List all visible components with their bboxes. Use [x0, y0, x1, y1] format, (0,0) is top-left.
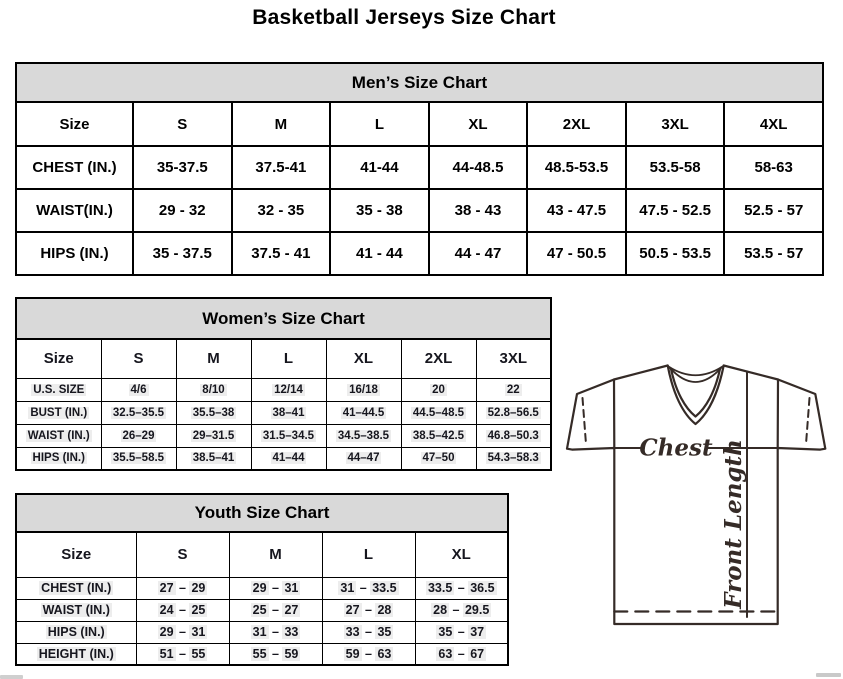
size-cell: 58-63: [724, 146, 823, 189]
size-cell: 35.5–58.5: [101, 447, 176, 470]
mens-table: [15, 101, 824, 276]
size-cell: 27 – 29: [136, 577, 229, 599]
header-row: [16, 102, 823, 146]
size-cell: 26–29: [101, 424, 176, 447]
column-header: XL: [429, 102, 528, 146]
youth-size-chart: [15, 493, 509, 666]
column-header: 2XL: [527, 102, 626, 146]
column-header: M: [232, 102, 331, 146]
youth-table: [15, 531, 509, 666]
size-cell: 35-37.5: [133, 146, 232, 189]
header-row: [16, 532, 508, 577]
size-cell: 38.5–41: [176, 447, 251, 470]
size-cell: 52.5 - 57: [724, 189, 823, 232]
column-header: XL: [326, 339, 401, 378]
size-cell: 32 - 35: [232, 189, 331, 232]
table-row: [16, 424, 551, 447]
row-label: WAIST (IN.): [16, 424, 101, 447]
column-header: L: [330, 102, 429, 146]
table-row: [16, 146, 823, 189]
size-cell: 48.5-53.5: [527, 146, 626, 189]
size-cell: 12/14: [251, 378, 326, 401]
table-row: [16, 577, 508, 599]
size-cell: 33.5 – 36.5: [415, 577, 508, 599]
column-header: L: [322, 532, 415, 577]
youth-chart-title: Youth Size Chart: [15, 493, 509, 533]
row-label: U.S. SIZE: [16, 378, 101, 401]
size-cell: 41–44: [251, 447, 326, 470]
column-header: Size: [16, 102, 133, 146]
size-cell: 20: [401, 378, 476, 401]
size-cell: 44.5–48.5: [401, 401, 476, 424]
size-cell: 41–44.5: [326, 401, 401, 424]
row-label: CHEST (IN.): [16, 146, 133, 189]
size-cell: 54.3–58.3: [476, 447, 551, 470]
left-cuff-dashed-line: [583, 398, 587, 444]
row-label: CHEST (IN.): [16, 577, 136, 599]
size-cell: 55 – 59: [229, 643, 322, 665]
row-label: WAIST(IN.): [16, 189, 133, 232]
column-header: 4XL: [724, 102, 823, 146]
chest-label: Chest: [639, 434, 713, 462]
table-row: [16, 378, 551, 401]
size-cell: 46.8–50.3: [476, 424, 551, 447]
column-header: Size: [16, 339, 101, 378]
column-header: S: [101, 339, 176, 378]
size-cell: 47.5 - 52.5: [626, 189, 725, 232]
table-row: [16, 189, 823, 232]
size-cell: 50.5 - 53.5: [626, 232, 725, 275]
size-cell: 35 - 37.5: [133, 232, 232, 275]
column-header: M: [229, 532, 322, 577]
womens-size-chart: [15, 297, 552, 471]
front-length-label: Front Length: [720, 439, 747, 609]
size-cell: 24 – 25: [136, 599, 229, 621]
size-cell: 33 – 35: [322, 621, 415, 643]
size-cell: 43 - 47.5: [527, 189, 626, 232]
page-title: Basketball Jerseys Size Chart: [252, 6, 556, 29]
size-cell: 35.5–38: [176, 401, 251, 424]
size-cell: 31 – 33.5: [322, 577, 415, 599]
size-cell: 63 – 67: [415, 643, 508, 665]
size-cell: 37.5 - 41: [232, 232, 331, 275]
size-cell: 37.5-41: [232, 146, 331, 189]
size-cell: 25 – 27: [229, 599, 322, 621]
size-cell: 31.5–34.5: [251, 424, 326, 447]
size-cell: 44 - 47: [429, 232, 528, 275]
size-cell: 16/18: [326, 378, 401, 401]
scrollbar-fragment-right[interactable]: [816, 673, 841, 677]
size-cell: 41 - 44: [330, 232, 429, 275]
size-cell: 38 - 43: [429, 189, 528, 232]
size-cell: 51 – 55: [136, 643, 229, 665]
size-cell: 27 – 28: [322, 599, 415, 621]
size-cell: 52.8–56.5: [476, 401, 551, 424]
row-label: BUST (IN.): [16, 401, 101, 424]
row-label: HIPS (IN.): [16, 232, 133, 275]
size-cell: 53.5 - 57: [724, 232, 823, 275]
size-cell: 29 – 31: [229, 577, 322, 599]
size-cell: 38–41: [251, 401, 326, 424]
table-row: [16, 401, 551, 424]
size-cell: 28 – 29.5: [415, 599, 508, 621]
size-cell: 53.5-58: [626, 146, 725, 189]
size-cell: 59 – 63: [322, 643, 415, 665]
size-cell: 22: [476, 378, 551, 401]
column-header: S: [136, 532, 229, 577]
row-label: HEIGHT (IN.): [16, 643, 136, 665]
column-header: 3XL: [626, 102, 725, 146]
header-row: [16, 339, 551, 378]
jersey-outline: [567, 366, 825, 625]
table-row: [16, 643, 508, 665]
table-row: [16, 621, 508, 643]
size-cell: 38.5–42.5: [401, 424, 476, 447]
size-cell: 34.5–38.5: [326, 424, 401, 447]
row-label: HIPS (IN.): [16, 447, 101, 470]
mens-chart-title: Men’s Size Chart: [15, 62, 824, 103]
size-cell: 32.5–35.5: [101, 401, 176, 424]
size-cell: 31 – 33: [229, 621, 322, 643]
size-cell: 44-48.5: [429, 146, 528, 189]
column-header: 2XL: [401, 339, 476, 378]
right-cuff-dashed-line: [806, 398, 810, 444]
column-header: XL: [415, 532, 508, 577]
row-label: WAIST (IN.): [16, 599, 136, 621]
column-header: 3XL: [476, 339, 551, 378]
table-row: [16, 232, 823, 275]
size-cell: 29 - 32: [133, 189, 232, 232]
size-cell: 44–47: [326, 447, 401, 470]
size-cell: 8/10: [176, 378, 251, 401]
table-row: [16, 599, 508, 621]
size-cell: 35 - 38: [330, 189, 429, 232]
column-header: Size: [16, 532, 136, 577]
size-cell: 29–31.5: [176, 424, 251, 447]
row-label: HIPS (IN.): [16, 621, 136, 643]
column-header: S: [133, 102, 232, 146]
jersey-measurement-diagram: [557, 362, 843, 648]
column-header: L: [251, 339, 326, 378]
size-cell: 29 – 31: [136, 621, 229, 643]
size-cell: 4/6: [101, 378, 176, 401]
scrollbar-fragment-left[interactable]: [0, 675, 23, 679]
size-cell: 47–50: [401, 447, 476, 470]
size-cell: 35 – 37: [415, 621, 508, 643]
size-cell: 47 - 50.5: [527, 232, 626, 275]
table-row: [16, 447, 551, 470]
womens-table: [15, 338, 552, 471]
womens-chart-title: Women’s Size Chart: [15, 297, 552, 340]
mens-size-chart: [15, 62, 824, 276]
column-header: M: [176, 339, 251, 378]
size-cell: 41-44: [330, 146, 429, 189]
